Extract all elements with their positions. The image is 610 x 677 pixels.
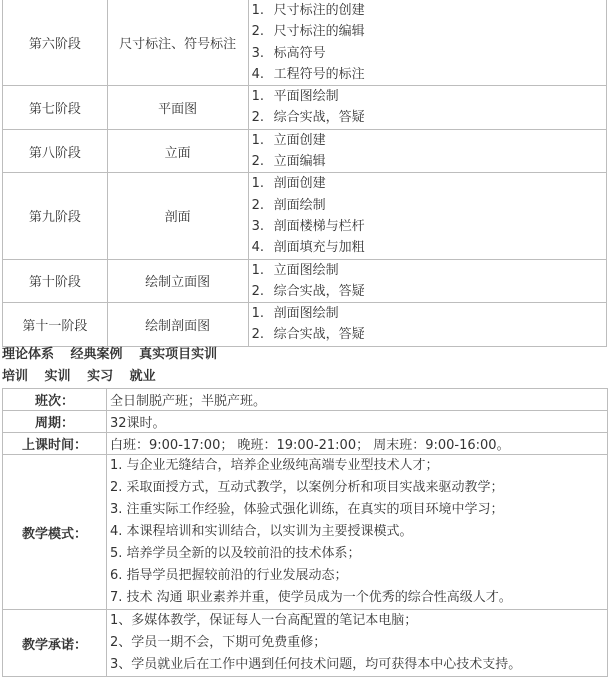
highlight-item: 理论体系 [2,347,55,362]
stage-item [249,216,606,237]
class-value: 全日制脱产班；半脱产班。 [107,389,608,411]
stage-item [249,173,606,194]
stage-item [249,260,606,281]
promise-row [3,610,608,677]
stage-item [249,64,606,85]
stage-items [248,173,606,259]
highlight-item: 经典案例 [70,347,123,362]
stage-items [248,303,606,347]
stage-table [2,0,607,347]
stage-topic: 平面图 [107,86,248,130]
stage-item-number: 4. [251,66,265,82]
stage-items [248,0,606,86]
stage-item-number: 1. [251,89,265,105]
class-label: 班次： [3,389,107,411]
period-label: 周期： [3,411,107,433]
stage-name: 第九阶段 [3,173,108,259]
stage-name: 第十阶段 [3,259,108,303]
stage-name: 第八阶段 [3,129,108,173]
highlights-line-2 [2,366,607,388]
stage-item-text: 剖面填充与加粗 [273,240,365,256]
stage-item-text: 剖面创建 [273,176,326,192]
time-label: 上课时间： [3,433,107,455]
stage-item [249,195,606,216]
period-value: 32课时。 [107,411,608,433]
stage-item [249,130,606,151]
highlight-item: 就业 [129,369,156,384]
mode-row [3,455,608,610]
stage-row [3,303,607,347]
stage-item [249,151,606,172]
time-value: 白班：9:00-17:00； 晚班：19:00-21:00； 周末班：9:00-16:00。 [107,433,608,455]
mode-item: 5. 培养学员全新的以及较前沿的技术体系； [110,546,361,561]
highlights-line-1 [2,344,607,366]
stage-items [248,129,606,173]
stage-item-text: 综合实战，答疑 [273,283,365,299]
stage-item-number: 1. [251,176,265,192]
stage-item-text: 标高符号 [273,45,326,61]
highlight-item: 实习 [87,369,114,384]
stage-topic: 绘制立面图 [107,259,248,303]
stage-item [249,21,606,42]
stage-item-text: 综合实战，答疑 [273,110,365,126]
period-row [3,411,608,433]
mode-list [107,455,608,610]
highlight-item: 真实项目实训 [139,347,218,362]
stage-item-text: 剖面楼梯与栏杆 [273,218,365,234]
stage-item-number: 2. [251,24,265,40]
stage-topic: 尺寸标注、符号标注 [107,0,248,86]
stage-table-body [3,0,607,346]
stage-item-text: 立面创建 [273,132,326,148]
stage-name: 第六阶段 [3,0,108,86]
stage-item-number: 1. [251,3,265,18]
mode-item: 4. 本课程培训和实训结合，以实训为主要授课模式。 [110,524,413,539]
stage-item-number: 2. [251,110,265,126]
stage-topic: 绘制剖面图 [107,303,248,347]
highlight-item: 培训 [2,369,29,384]
stage-item [249,43,606,64]
mode-item: 3. 注重实际工作经验，体验式强化训练，在真实的项目环境中学习； [110,502,504,517]
mode-label: 教学模式： [3,455,107,610]
stage-item [249,281,606,302]
promise-list [107,610,608,677]
promise-label: 教学承诺： [3,610,107,677]
stage-item-number: 2. [251,197,265,213]
stage-item-number: 1. [251,262,265,278]
stage-item-text: 平面图绘制 [273,89,339,105]
stage-items [248,259,606,303]
stage-item-text: 剖面绘制 [273,197,326,213]
stage-item-text: 立面图绘制 [273,262,339,278]
stage-item-number: 1. [251,132,265,148]
stage-item [249,237,606,258]
promise-item: 1、多媒体教学，保证每人一台高配置的笔记本电脑； [110,613,418,628]
stage-row [3,259,607,303]
stage-item-number: 2. [251,154,265,170]
stage-item [249,107,606,128]
highlight-item: 实训 [44,369,71,384]
stage-item [249,0,606,21]
stage-topic: 立面 [107,129,248,173]
stage-item-text: 尺寸标注的编辑 [273,24,365,40]
mode-item: 7. 技术 沟通 职业素养并重，使学员成为一个优秀的综合性高级人才。 [110,590,512,605]
mode-item: 1. 与企业无缝结合，培养企业级纯高端专业型技术人才； [110,458,439,473]
time-row [3,433,608,455]
stage-name: 第七阶段 [3,86,108,130]
stage-topic: 剖面 [107,173,248,259]
stage-item-number: 3. [251,45,265,61]
stage-item-text: 工程符号的标注 [273,66,365,82]
stage-item [249,324,606,345]
stage-item-text: 综合实战，答疑 [273,327,365,343]
stage-items [248,86,606,130]
stage-item-text: 立面编辑 [273,154,326,170]
stage-row [3,86,607,130]
stage-item [249,303,606,324]
promise-item: 3、学员就业后在工作中遇到任何技术问题，均可获得本中心技术支持。 [110,657,522,672]
stage-name: 第十一阶段 [3,303,108,347]
stage-row [3,173,607,259]
info-table [2,388,608,677]
class-row [3,389,608,411]
stage-item-number: 2. [251,327,265,343]
stage-item-number: 1. [251,306,265,322]
mode-item: 2. 采取面授方式，互动式教学，以案例分析和项目实战来驱动教学； [110,480,504,495]
stage-item [249,86,606,107]
mode-item: 6. 指导学员把握较前沿的行业发展动态； [110,568,348,583]
stage-item-text: 剖面图绘制 [273,306,339,322]
stage-row [3,0,607,86]
stage-item-number: 4. [251,240,265,256]
stage-item-text: 尺寸标注的创建 [273,3,365,18]
stage-item-number: 3. [251,218,265,234]
stage-item-number: 2. [251,283,265,299]
stage-row [3,129,607,173]
promise-item: 2、学员一期不会，下期可免费重修； [110,635,327,650]
